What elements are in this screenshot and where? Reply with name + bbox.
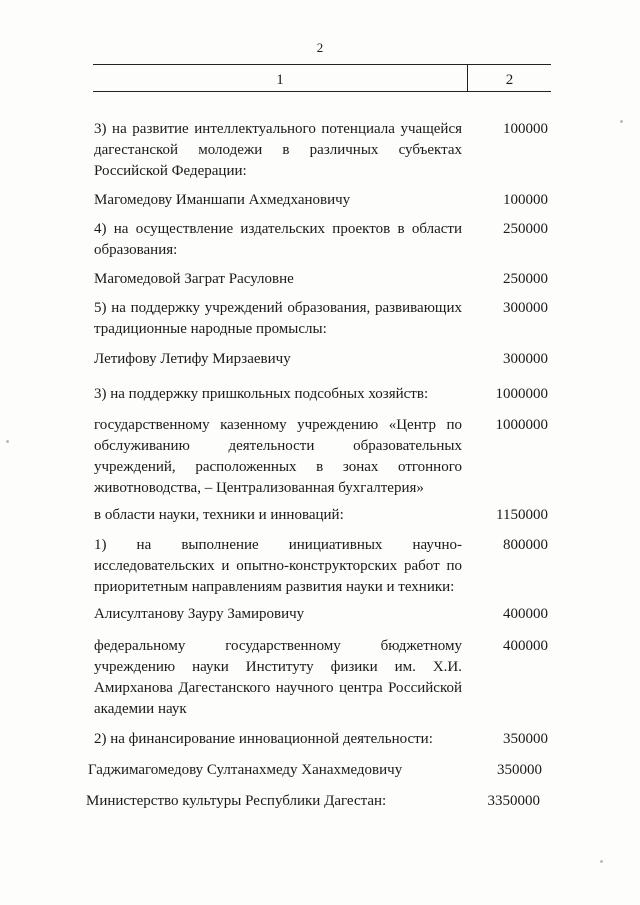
row-description: в области науки, техники и инноваций:	[94, 507, 344, 523]
row-amount: 400000	[503, 606, 548, 622]
row-amount: 300000	[503, 351, 548, 367]
row-amount: 350000	[503, 731, 548, 747]
page-number: 2	[316, 40, 324, 55]
row-description: Летифову Летифу Мирзаевичу	[94, 351, 291, 367]
row-amount: 250000	[503, 271, 548, 287]
table-row	[94, 535, 556, 598]
row-description: 4) на осуществление издательских проектов в области образования:	[94, 221, 462, 258]
row-description: Гаджимагомедову Султанахмеду Ханахмедовичу	[88, 762, 403, 778]
table-row	[94, 119, 556, 182]
row-description: Министерство культуры Республики Дагестан:	[86, 793, 387, 809]
row-description: 3) на поддержку пришкольных подсобных хозяйств:	[94, 386, 429, 402]
table-row	[88, 760, 550, 781]
table-row	[94, 384, 556, 405]
row-description: федеральному государственному бюджетному учреждению науки Институту физики им. Х.И. Амирханова Дагестанского научного центра Российской академии наук	[94, 638, 462, 717]
row-amount: 400000	[503, 638, 548, 654]
row-description: 5) на поддержку учреждений образования, развивающих традиционные народные промыслы:	[94, 300, 462, 337]
row-amount: 1000000	[495, 386, 548, 402]
table-row	[94, 298, 556, 340]
row-amount: 350000	[497, 762, 542, 778]
table-row	[94, 269, 556, 290]
scan-speck	[6, 440, 9, 443]
row-description: 1) на выполнение инициативных научно-исследовательских и опытно-конструкторских работ по приоритетным направлениям развития науки и техники:	[94, 537, 462, 595]
table-row	[94, 729, 556, 750]
row-amount: 1150000	[496, 507, 548, 523]
row-description: государственному казенному учреждению «Центр по обслуживанию деятельности образовательных учреждений, расположенных в зонах отгонного животноводства, – Централизованная бухгалтерия»	[94, 417, 462, 496]
row-amount: 250000	[503, 221, 548, 237]
row-description: Магомедовой Заграт Расуловне	[94, 271, 294, 287]
table-row	[94, 636, 556, 720]
table-row	[94, 604, 556, 625]
row-description: Магомедову Иманшапи Ахмедхановичу	[94, 192, 351, 208]
row-description: 3) на развитие интеллектуального потенциала учащейся дагестанской молодежи в различных субъектах Российской Федерации:	[94, 121, 462, 179]
table-row	[94, 349, 556, 370]
row-amount: 1000000	[495, 417, 548, 433]
row-description: 2) на финансирование инновационной деятельности:	[94, 731, 433, 747]
row-amount: 300000	[503, 300, 548, 316]
table-row	[94, 190, 556, 211]
table-row	[94, 219, 556, 261]
table-row	[94, 415, 556, 499]
row-amount: 800000	[503, 537, 548, 553]
scan-speck	[620, 120, 623, 123]
row-amount: 100000	[503, 121, 548, 137]
row-description: Алисултанову Зауру Замировичу	[94, 606, 305, 622]
table-row	[86, 791, 548, 812]
header-column-2: 2	[505, 72, 514, 88]
scan-speck	[600, 860, 603, 863]
table-row	[94, 505, 556, 526]
row-amount: 3350000	[487, 793, 540, 809]
row-amount: 100000	[503, 192, 548, 208]
header-column-1: 1	[93, 65, 468, 91]
